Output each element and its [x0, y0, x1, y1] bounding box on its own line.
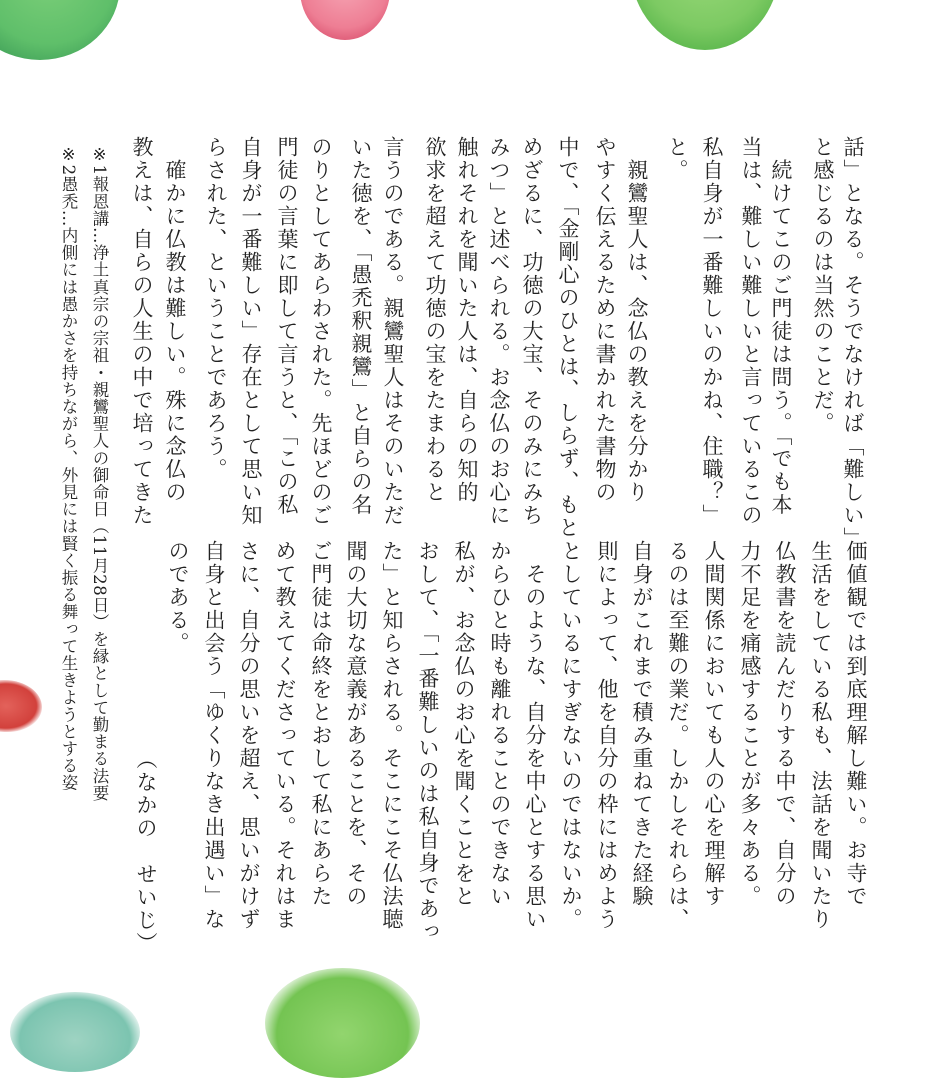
watercolor-green-blob: [0, 0, 120, 60]
text-column: ご門徒は命終をとおして私にあらた: [309, 540, 333, 908]
text-column: 続けてこのご門徒は問う。「でも本: [769, 136, 793, 517]
watercolor-pink-blob: [300, 0, 390, 40]
text-column: 自身と出会う「ゆくりなき出遇い」な: [202, 540, 226, 931]
text-column: いた徳を、「愚禿釈親鸞」と自らの名: [349, 136, 373, 517]
watercolor-green-blob-right: [630, 0, 780, 50]
text-column: 私が、お念仏のお心を聞くことをと: [452, 540, 476, 908]
text-column: のりとしてあらわされた。先ほどのご: [309, 136, 333, 527]
text-column: そのような、自分を中心とする思い: [523, 540, 547, 931]
text-column: からひと時も離れることのできない: [488, 540, 512, 908]
text-column: 確かに仏教は難しい。殊に念仏の: [163, 136, 187, 504]
footnote: ※1報恩講…浄土真宗の宗祖・親鸞聖人の御命日（11月28日）を縁として勤まる法要: [90, 145, 109, 802]
text-column: 中で、「金剛心のひとは、しらず、もと: [556, 136, 580, 540]
text-column: 親鸞聖人は、念仏の教えを分かり: [625, 136, 649, 504]
text-column: さに、自分の思いを超え、思いがけず: [237, 540, 261, 931]
text-column: おして、「一番難しいのは私自身であっ: [416, 540, 440, 944]
text-column: 欲求を超えて功徳の宝をたまわると: [423, 136, 447, 504]
text-column: 聞の大切な意義があることを、その: [344, 540, 368, 908]
text-column: 仏教書を読んだりする中で、自分の: [773, 540, 797, 908]
text-column: 教えは、自らの人生の中で培ってきた: [130, 136, 154, 527]
watercolor-green-blob-bottom: [265, 968, 420, 1078]
text-column: 私自身が一番難しいのかね、住職？」: [700, 136, 724, 527]
text-column: 価値観では到底理解し難い。お寺で: [844, 540, 868, 908]
text-column: 自身がこれまで積み重ねてきた経験: [630, 540, 654, 908]
text-column: のである。: [166, 540, 190, 655]
text-column: 話」となる。そうでなければ「難しい」: [841, 136, 865, 550]
text-column: めざるに、功徳の大宝、そのみにみち: [520, 136, 544, 527]
text-column: みつ」と述べられる。お念仏のお心に: [487, 136, 511, 527]
text-column: た」と知らされる。そこにこそ仏法聴: [380, 540, 404, 931]
watercolor-teal-blob: [10, 992, 140, 1072]
text-column: 生活をしている私も、法話を聞いたり: [809, 540, 833, 931]
text-column: 自身が一番難しい」存在として思い知: [239, 136, 263, 527]
text-column: 力不足を痛感することが多々ある。: [738, 540, 762, 908]
text-column: 則によって、他を自分の枠にはめよう: [595, 540, 619, 931]
watercolor-red-blob: [0, 680, 42, 732]
text-column: 言うのである。親鸞聖人はそのいただ: [381, 136, 405, 527]
text-column: るのは至難の業だ。しかしそれらは、: [666, 540, 690, 931]
text-column: 人間関係においても人の心を理解す: [702, 540, 726, 908]
author-signature: （なかの せいじ）: [134, 748, 158, 955]
text-column: 触れそれを聞いた人は、自らの知的: [455, 136, 479, 504]
footnote: ※2愚禿…内側には愚かさを持ちながら、外見には賢く振る舞って生きようとする姿: [59, 145, 78, 792]
text-column: としているにすぎないのではないか。: [559, 540, 583, 931]
text-column: と。: [665, 136, 689, 182]
text-column: 門徒の言葉に即して言うと、「この私: [275, 136, 299, 517]
text-column: やすく伝えるために書かれた書物の: [593, 136, 617, 504]
text-column: 当は、難しい難しいと言っているこの: [739, 136, 763, 527]
text-column: らされた、ということであろう。: [204, 136, 228, 481]
text-column: と感じるのは当然のことだ。: [811, 136, 835, 435]
text-column: めて教えてくださっている。それはま: [273, 540, 297, 931]
